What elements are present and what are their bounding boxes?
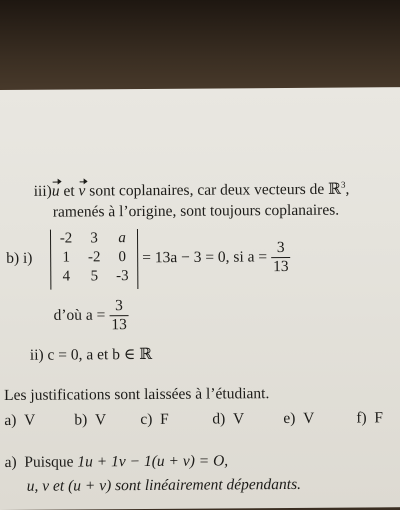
equation-text: = 13a − 3 = 0, si a = (142, 248, 268, 267)
item-ii-text: c = 0, a et b ∈ ℝ (47, 345, 153, 364)
real-set-symbol: ℝ (328, 180, 342, 198)
dou-line (53, 297, 128, 334)
sub-i-label: i) (22, 249, 33, 267)
answer-label: c) (140, 410, 153, 429)
matrix-cell: 0 (118, 249, 126, 266)
book-page (0, 87, 400, 510)
answer-value: V (303, 409, 315, 427)
fraction (109, 297, 129, 334)
sub-ii-label: ii) (29, 346, 44, 364)
answer-label: f) (356, 409, 367, 427)
matrix-cell: -2 (87, 249, 101, 266)
fraction-numerator: 3 (276, 238, 285, 257)
matrix-cell: 5 (90, 268, 99, 285)
item-iii-text: sont coplanaires, car deux vecteurs de (89, 180, 325, 200)
background-table (0, 0, 400, 96)
item-iii-line2: ramenés à l’origine, sont toujours coplanaires. (52, 201, 340, 221)
answer-value: F (160, 410, 169, 428)
answers-row (4, 409, 400, 429)
vector-v: v (78, 182, 86, 200)
answer-a (4, 412, 35, 430)
answer-label: a) (4, 411, 17, 429)
answer-value: V (232, 410, 245, 428)
comma: , (345, 180, 350, 198)
item-a-label: a) (4, 453, 17, 471)
answer-value: F (374, 409, 384, 427)
item-b-label (6, 250, 32, 268)
fraction-denominator: 13 (109, 315, 129, 334)
answer-value: V (24, 411, 36, 429)
matrix-cell: 1 (62, 249, 70, 266)
answer-b (74, 411, 106, 429)
item-iii-line1 (34, 180, 350, 201)
answer-label: e) (283, 409, 296, 428)
dou-text: d’où a = (53, 306, 106, 324)
matrix-cell: -3 (115, 268, 129, 285)
word-et: et (63, 182, 75, 200)
vector-expression: 1u + 1v − 1(u + v) = O, (77, 452, 229, 471)
determinant-equation (142, 239, 291, 277)
answer-label: b) (74, 411, 88, 429)
justifications-text: Les justifications sont laissées à l’étudiant. (4, 385, 270, 404)
answer-label: d) (212, 410, 226, 428)
item-a-line2: u, v et (u + v) sont linéairement dépendants. (26, 475, 302, 495)
matrix-cell: a (118, 230, 126, 247)
matrix-cell: 3 (90, 230, 98, 247)
item-iii-label: iii) (33, 182, 52, 200)
b-label: b) (6, 249, 20, 267)
answer-d (212, 410, 244, 428)
vector-u: u (51, 182, 60, 200)
fraction (271, 239, 291, 276)
answer-value: V (94, 411, 107, 429)
answer-e (283, 410, 314, 428)
item-a-line1 (5, 452, 229, 472)
answer-c (140, 411, 169, 429)
item-ii-line (30, 345, 152, 365)
fraction-numerator: 3 (114, 297, 123, 315)
fraction-denominator: 13 (271, 257, 291, 276)
matrix-cell: 4 (62, 268, 71, 285)
matrix-cell: -2 (59, 230, 73, 247)
determinant (50, 229, 138, 290)
exponent: 3 (340, 179, 346, 190)
puisque-text: Puisque (24, 453, 74, 471)
answer-f (356, 409, 383, 427)
